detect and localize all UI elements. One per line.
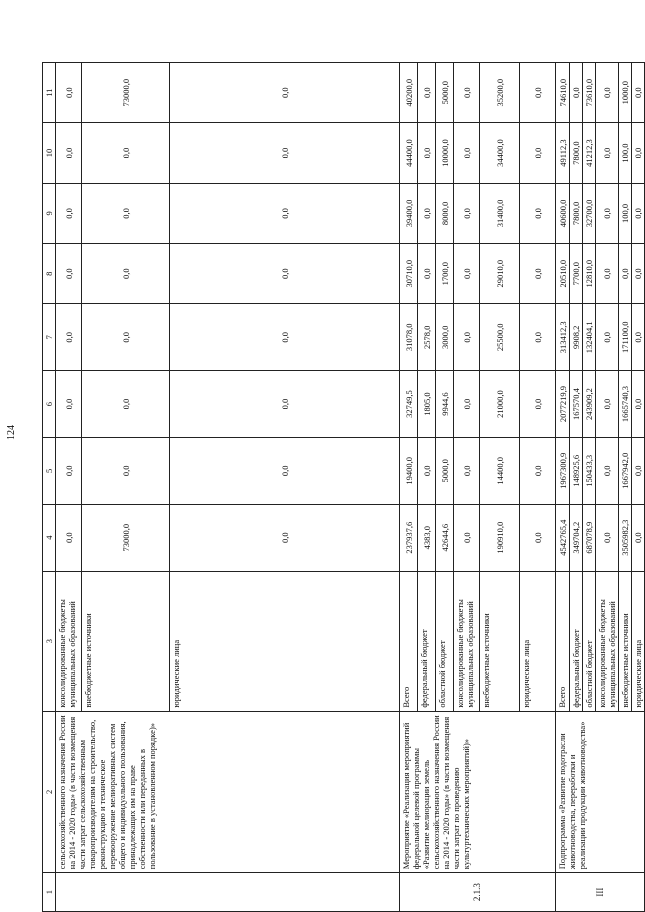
value-cell: 32749,5 [400,371,418,438]
value-cell: 7800,0 [570,183,583,243]
value-cell: 100,0 [619,123,632,183]
value-cell: 0,0 [632,437,645,504]
funding-source-cell: внебюджетные источники [619,571,632,711]
value-cell: 44400,0 [400,123,418,183]
value-cell: 0,0 [170,304,400,371]
value-cell: 4542765,4 [556,504,570,571]
value-cell: 40600,0 [556,183,570,243]
value-cell: 30710,0 [400,244,418,304]
value-cell: 21000,0 [480,371,520,438]
table-row [56,63,82,912]
value-cell: 9908,2 [570,304,583,371]
value-cell: 0,0 [596,244,619,304]
value-cell: 0,0 [619,244,632,304]
value-cell: 49112,3 [556,123,570,183]
value-cell: 0,0 [82,244,170,304]
value-cell: 0,0 [632,504,645,571]
value-cell: 0,0 [520,437,556,504]
value-cell: 0,0 [418,244,436,304]
funding-source-cell: Всего [400,571,418,711]
description-cell: сельскохозяйственного назначения России на 2014 - 2020 годы» (в части возмещения части затрат сельскохозяйственным товаропроизводителям на строительство, реконструкцию и техническое перевооружение мелиоративных систем общего и индивидуального пользования, принадлежащих им на праве собственности или переданных в пользование в установленном порядке)» [56,711,400,873]
value-cell: 190910,0 [480,504,520,571]
value-cell: 0,0 [82,437,170,504]
header-cell: 8 [43,244,56,304]
value-cell: 19400,0 [400,437,418,504]
value-cell: 167570,4 [570,371,583,438]
value-cell: 0,0 [82,183,170,243]
value-cell: 1805,0 [418,371,436,438]
value-cell: 1000,0 [619,63,632,123]
value-cell: 0,0 [454,63,480,123]
value-cell: 0,0 [418,437,436,504]
value-cell: 0,0 [82,371,170,438]
value-cell: 0,0 [632,123,645,183]
value-cell: 0,0 [596,437,619,504]
value-cell: 0,0 [418,123,436,183]
value-cell: 148925,6 [570,437,583,504]
page-number: 124 [6,425,17,440]
value-cell: 0,0 [170,371,400,438]
value-cell: 0,0 [632,63,645,123]
value-cell: 3000,0 [436,304,454,371]
funding-source-cell: внебюджетные источники [480,571,520,711]
value-cell: 0,0 [632,244,645,304]
value-cell: 0,0 [454,504,480,571]
value-cell: 0,0 [632,371,645,438]
header-cell: 4 [43,504,56,571]
value-cell: 0,0 [632,304,645,371]
value-cell: 0,0 [56,437,82,504]
value-cell: 0,0 [454,437,480,504]
value-cell: 10000,0 [436,123,454,183]
value-cell: 4383,0 [418,504,436,571]
value-cell: 9944,6 [436,371,454,438]
value-cell: 2578,0 [418,304,436,371]
value-cell: 41212,3 [583,123,596,183]
value-cell: 74610,0 [556,63,570,123]
value-cell: 29010,0 [480,244,520,304]
value-cell: 5000,0 [436,437,454,504]
value-cell: 0,0 [170,244,400,304]
value-cell: 0,0 [170,183,400,243]
value-cell: 0,0 [454,183,480,243]
budget-table [42,62,645,912]
value-cell: 31078,0 [400,304,418,371]
value-cell: 73610,0 [583,63,596,123]
value-cell: 2077219,9 [556,371,570,438]
header-cell: 2 [43,711,56,873]
value-cell: 0,0 [56,183,82,243]
value-cell: 0,0 [596,63,619,123]
value-cell: 5000,0 [436,63,454,123]
value-cell: 0,0 [632,183,645,243]
value-cell: 0,0 [520,371,556,438]
header-cell: 9 [43,183,56,243]
funding-source-cell: консолидированные бюджеты муниципальных образований [56,571,82,711]
value-cell: 1667942,0 [619,437,632,504]
value-cell: 0,0 [454,244,480,304]
row-number-cell: 2.1.3 [400,873,556,912]
value-cell: 0,0 [520,244,556,304]
value-cell: 20510,0 [556,244,570,304]
value-cell: 34400,0 [480,123,520,183]
value-cell: 0,0 [596,371,619,438]
funding-source-cell: областной бюджет [583,571,596,711]
value-cell: 100,0 [619,183,632,243]
value-cell: 0,0 [56,304,82,371]
value-cell: 73000,0 [82,63,170,123]
value-cell: 1967300,9 [556,437,570,504]
value-cell: 0,0 [520,63,556,123]
funding-source-cell: внебюджетные источники [82,571,170,711]
value-cell: 0,0 [520,123,556,183]
funding-source-cell: юридические лица [170,571,400,711]
funding-source-cell: юридические лица [520,571,556,711]
value-cell: 0,0 [570,63,583,123]
value-cell: 237937,6 [400,504,418,571]
header-cell: 11 [43,63,56,123]
value-cell: 1700,0 [436,244,454,304]
value-cell: 0,0 [520,504,556,571]
value-cell: 1665740,3 [619,371,632,438]
value-cell: 73000,0 [82,504,170,571]
value-cell: 349704,2 [570,504,583,571]
value-cell: 0,0 [56,63,82,123]
header-cell: 10 [43,123,56,183]
funding-source-cell: федеральный бюджет [570,571,583,711]
value-cell: 25500,0 [480,304,520,371]
header-cell: 6 [43,371,56,438]
value-cell: 0,0 [596,183,619,243]
value-cell: 7700,0 [570,244,583,304]
value-cell: 12810,0 [583,244,596,304]
header-cell: 5 [43,437,56,504]
value-cell: 39400,0 [400,183,418,243]
value-cell: 32700,0 [583,183,596,243]
row-number-cell [56,873,400,912]
value-cell: 0,0 [56,504,82,571]
header-cell: 1 [43,873,56,912]
value-cell: 132404,1 [583,304,596,371]
funding-source-cell: областной бюджет [436,571,454,711]
funding-source-cell: Всего [556,571,570,711]
funding-source-cell: консолидированные бюджеты муниципальных образований [454,571,480,711]
value-cell: 0,0 [170,63,400,123]
description-cell: Мероприятие «Реализация мероприятий федеральной целевой программы «Развитие мелиорации земель сельскохозяйственного назначения России на 2014 - 2020 годы» (в части возмещения части затрат по проведению культуртехнических мероприятий)» [400,711,556,873]
funding-source-cell: юридические лица [632,571,645,711]
value-cell: 313412,3 [556,304,570,371]
value-cell: 0,0 [56,123,82,183]
value-cell: 0,0 [454,123,480,183]
value-cell: 0,0 [56,244,82,304]
value-cell: 0,0 [56,371,82,438]
value-cell: 243909,2 [583,371,596,438]
value-cell: 0,0 [454,371,480,438]
value-cell: 0,0 [596,504,619,571]
value-cell: 0,0 [520,304,556,371]
table-row [556,63,570,912]
value-cell: 0,0 [170,437,400,504]
funding-source-cell: консолидированные бюджеты муниципальных образований [596,571,619,711]
value-cell: 0,0 [170,123,400,183]
value-cell: 31400,0 [480,183,520,243]
value-cell: 0,0 [418,63,436,123]
value-cell: 0,0 [170,504,400,571]
value-cell: 42644,6 [436,504,454,571]
value-cell: 0,0 [596,304,619,371]
value-cell: 0,0 [418,183,436,243]
value-cell: 40200,0 [400,63,418,123]
description-cell: Подпрограмма «Развитие подотрасли животноводства, переработки и реализации продукции животноводства» [556,711,645,873]
header-cell: 7 [43,304,56,371]
value-cell: 35200,0 [480,63,520,123]
row-number-cell: III [556,873,645,912]
header-cell: 3 [43,571,56,711]
rotated-table-frame [42,62,644,912]
value-cell: 14400,0 [480,437,520,504]
value-cell: 0,0 [520,183,556,243]
value-cell: 171100,0 [619,304,632,371]
value-cell: 3505982,3 [619,504,632,571]
value-cell: 150433,3 [583,437,596,504]
value-cell: 0,0 [82,304,170,371]
value-cell: 0,0 [82,123,170,183]
value-cell: 7800,0 [570,123,583,183]
funding-source-cell: федеральный бюджет [418,571,436,711]
table-body [43,63,645,912]
value-cell: 0,0 [596,123,619,183]
value-cell: 687078,9 [583,504,596,571]
value-cell: 8000,0 [436,183,454,243]
header-row [43,63,56,912]
value-cell: 0,0 [454,304,480,371]
table-row [400,63,418,912]
